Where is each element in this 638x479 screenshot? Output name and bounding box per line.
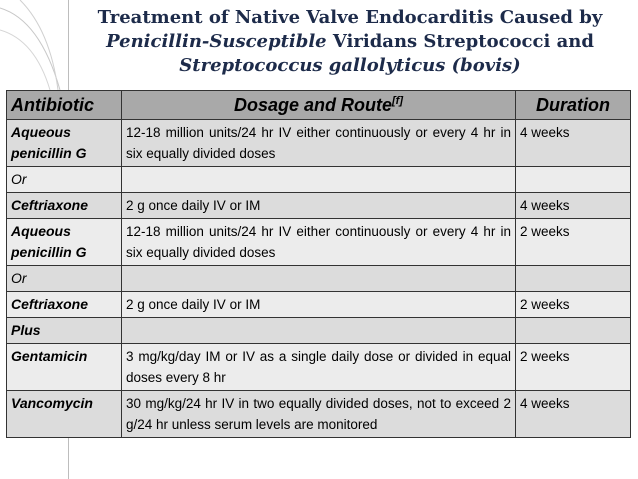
cell-antibiotic: Or	[7, 167, 122, 193]
cell-dosage	[122, 266, 516, 292]
table-row	[7, 318, 631, 344]
cell-dosage: 12-18 million units/24 hr IV either continuously or every 4 hr in six equally divided doses	[122, 219, 516, 266]
title-line-2	[90, 30, 610, 54]
cell-duration	[516, 167, 631, 193]
cell-duration: 4 weeks	[516, 391, 631, 438]
cell-antibiotic: Aqueous penicillin G	[7, 219, 122, 266]
cell-duration: 2 weeks	[516, 292, 631, 318]
header-dosage-superscript: [f]	[392, 94, 404, 107]
cell-antibiotic: Or	[7, 266, 122, 292]
header-antibiotic: Antibiotic	[7, 91, 122, 120]
cell-dosage	[122, 318, 516, 344]
cell-duration: 2 weeks	[516, 344, 631, 391]
cell-dosage	[122, 167, 516, 193]
title-line-1: Treatment of Native Valve Endocarditis Caused by	[97, 7, 603, 28]
slide-title	[90, 6, 610, 78]
treatment-table	[6, 90, 631, 438]
cell-duration	[516, 318, 631, 344]
title-line-2-italic: Penicillin-Susceptible	[106, 31, 327, 52]
cell-dosage: 2 g once daily IV or IM	[122, 193, 516, 219]
table-row	[7, 219, 631, 266]
title-line-3: Streptococcus gallolyticus (bovis)	[179, 55, 521, 76]
cell-dosage: 12-18 million units/24 hr IV either continuously or every 4 hr in six equally divided doses	[122, 120, 516, 167]
table-row	[7, 292, 631, 318]
header-duration: Duration	[516, 91, 631, 120]
table-row	[7, 193, 631, 219]
cell-duration	[516, 266, 631, 292]
cell-duration: 4 weeks	[516, 193, 631, 219]
table-row	[7, 391, 631, 438]
cell-antibiotic: Vancomycin	[7, 391, 122, 438]
cell-dosage: 2 g once daily IV or IM	[122, 292, 516, 318]
header-dosage-label: Dosage and Route	[233, 94, 393, 115]
cell-dosage: 30 mg/kg/24 hr IV in two equally divided doses, not to exceed 2 g/24 hr unless serum levels are monitored	[122, 391, 516, 438]
header-dosage	[122, 91, 516, 120]
table-row	[7, 120, 631, 167]
cell-dosage: 3 mg/kg/day IM or IV as a single daily dose or divided in equal doses every 8 hr	[122, 344, 516, 391]
table-header-row	[7, 91, 631, 120]
cell-antibiotic: Plus	[7, 318, 122, 344]
table-row	[7, 344, 631, 391]
cell-duration: 2 weeks	[516, 219, 631, 266]
title-line-2-rest: Viridans Streptococci and	[326, 31, 594, 52]
cell-antibiotic: Aqueous penicillin G	[7, 120, 122, 167]
cell-antibiotic: Ceftriaxone	[7, 193, 122, 219]
table-row	[7, 167, 631, 193]
cell-duration: 4 weeks	[516, 120, 631, 167]
decorative-corner-lines	[0, 0, 70, 90]
cell-antibiotic: Ceftriaxone	[7, 292, 122, 318]
cell-antibiotic: Gentamicin	[7, 344, 122, 391]
table-row	[7, 266, 631, 292]
